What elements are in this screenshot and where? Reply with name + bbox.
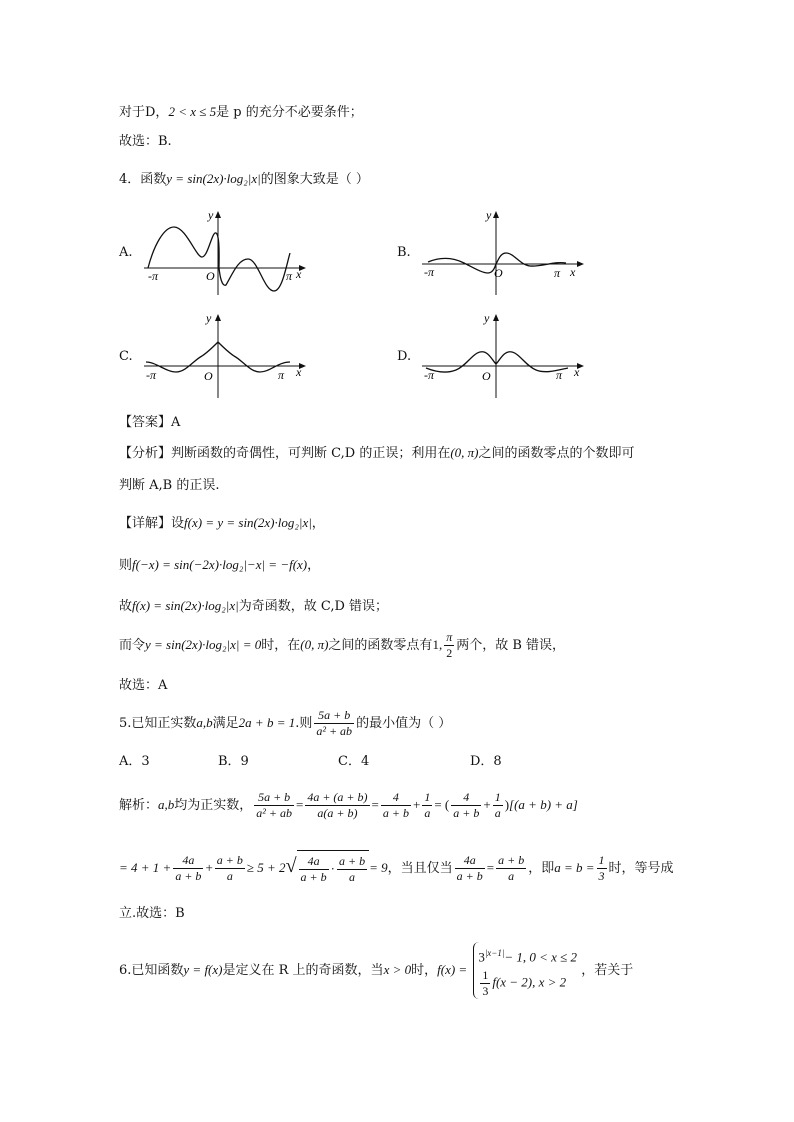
- text-line: 故选：B.: [119, 134, 172, 149]
- fraction: $\frac{4}{a + b}$: [453, 790, 480, 820]
- math: 2 < x ≤ 5: [168, 104, 217, 119]
- text: 是 p 的充分不必要条件；: [216, 105, 363, 120]
- y-axis-label: y: [486, 208, 492, 222]
- option-c-label: C.: [119, 349, 133, 364]
- text: 时，在: [261, 638, 301, 653]
- fraction: $\frac{a + b}{a}$: [498, 853, 525, 883]
- option-d-label: D.: [397, 349, 412, 364]
- q5-option-a: A．3: [119, 754, 150, 769]
- fraction: $\frac{4a + (a + b)}{a(a + b)}$: [307, 790, 368, 820]
- math: y = sin(2x)·log₂|x| = 0: [145, 637, 262, 652]
- analysis-line-1: [119, 444, 635, 463]
- option-a-label: A.: [119, 245, 133, 260]
- pi-label: π: [286, 269, 293, 283]
- text: 对于D，: [119, 105, 169, 120]
- y-axis-label: y: [206, 311, 212, 325]
- pi-label: π: [556, 368, 563, 382]
- option-b-label: B.: [397, 245, 411, 260]
- math: = 4 + 1 +: [119, 860, 172, 875]
- text: 5.已知正实数: [119, 716, 197, 731]
- math: a,b: [196, 715, 213, 730]
- detail-line-2: [119, 556, 320, 575]
- q5-option-c: C．4: [338, 754, 370, 769]
- math: x > 0: [383, 962, 412, 978]
- fraction: $\frac{1}{a}$: [494, 790, 501, 820]
- fraction: $\frac{4a}{a + b}$: [300, 853, 327, 884]
- text: ，: [307, 558, 321, 573]
- text: 两个，故 B 错误，: [456, 638, 566, 653]
- text: 时，: [411, 963, 438, 979]
- text: 是定义在 R 上的奇函数，当: [222, 963, 384, 979]
- math: f(x) =: [437, 962, 468, 978]
- math: f(−x) = sin(−2x)·log₂|−x| = −f(x): [132, 557, 308, 572]
- text: 之间的函数零点的个数即可: [478, 446, 635, 461]
- fraction: $\frac{\pi}{2}$: [446, 630, 453, 660]
- text: 4．函数: [119, 172, 167, 187]
- text: ，若关于: [581, 963, 634, 979]
- math: (0, π): [300, 637, 329, 652]
- fraction: $\frac{5a + b}{\text{a² + ab}}$: [256, 790, 292, 820]
- text: 的图象大致是（ ）: [260, 172, 369, 187]
- fraction: $\frac{5a + b}{\text{a² + ab}}$: [316, 708, 353, 738]
- text: 而令: [119, 638, 146, 653]
- pi-label: π: [554, 266, 561, 280]
- text: ，: [311, 516, 325, 531]
- fraction: $\frac{4a}{a + b}$: [456, 853, 483, 883]
- fraction: $\frac{4a}{a + b}$: [175, 853, 202, 883]
- question-5: [119, 708, 451, 739]
- text: 的最小值为（ ）: [356, 716, 452, 731]
- text: 均为正实数，: [174, 798, 253, 813]
- x-axis-label: x: [296, 267, 302, 281]
- q5-option-b: B．9: [218, 754, 249, 769]
- x-axis-label: x: [570, 265, 576, 279]
- answer: 【答案】A: [119, 415, 181, 430]
- neg-pi-label: -π: [148, 269, 159, 283]
- fraction: $\frac{a + b}{a}$: [339, 853, 366, 884]
- math: [(a + b) + a]: [509, 797, 578, 812]
- text: 故: [119, 599, 133, 614]
- detail-line-3: [119, 597, 388, 616]
- pi-label: π: [278, 368, 285, 382]
- solution-5-line-1: 解析：a,b均为正实数， $\frac{5a + b}{\text{a² + ab}}$ = $\frac{4a + (a + b)}{a(a + b)}$ = $\frac{4}{a + b}$ + $\frac{1}{a}$ = ( $\frac{4}{a + b}$ + $\frac{1}{a}$ )[(a + b) + a]: [119, 790, 578, 820]
- x-axis-label: x: [296, 365, 302, 379]
- origin-label: O: [494, 266, 503, 280]
- graph-c: [140, 308, 310, 403]
- detail-line-5: 故选：A: [119, 678, 168, 693]
- math: 2a + b = 1: [238, 715, 296, 730]
- text: 6.已知函数: [119, 963, 184, 979]
- math: y = sin(2x)·log₂|x|: [166, 171, 261, 186]
- text: 判断函数的奇偶性，可判断 C,D 的正误；利用在: [171, 446, 451, 461]
- text: 解析：: [119, 798, 159, 813]
- detail-tag: 【详解】: [119, 516, 172, 531]
- piecewise-function: $3^{|x-1|}- 1$, 0 < x ≤ 2 $\frac{1}{3}$ f(x − 2), x > 2: [473, 942, 577, 999]
- text: 时，等号成: [608, 861, 674, 876]
- fraction: $\frac{1}{a}$: [424, 790, 431, 820]
- neg-pi-label: -π: [424, 368, 435, 382]
- origin-label: O: [206, 269, 215, 283]
- neg-pi-label: -π: [146, 368, 157, 382]
- solution-5-line-3: 立.故选：B: [119, 906, 185, 921]
- origin-label: O: [482, 369, 491, 383]
- question-4: [119, 170, 369, 189]
- q5-option-d: D．8: [470, 754, 502, 769]
- neg-pi-label: -π: [424, 265, 435, 279]
- math: 1,: [432, 637, 443, 652]
- math: y = f(x): [183, 962, 223, 978]
- text: 为奇函数，故 C,D 错误；: [238, 599, 389, 614]
- graph-a: [140, 205, 310, 300]
- text: 则: [119, 558, 133, 573]
- graph-d: [418, 308, 588, 403]
- question-6: [119, 942, 633, 999]
- analysis-line-2: 判断 A,B 的正误.: [119, 478, 220, 493]
- origin-label: O: [204, 369, 213, 383]
- analysis-tag: 【分析】: [119, 446, 172, 461]
- detail-line-1: [119, 514, 325, 533]
- x-axis-label: x: [574, 365, 580, 379]
- fraction: $\frac{a + b}{a}$: [216, 853, 243, 883]
- y-axis-label: y: [208, 208, 214, 222]
- text: 设: [171, 516, 185, 531]
- solution-5-line-2: = 4 + 1 + $\frac{4a}{a + b}$ + $\frac{a + b}{a}$ ≥ 5 + 2√ $\frac{4a}{a + b}$ · $\frac{a + b}{a}$ = 9，当且仅当 $\frac{4a}{a + b}$ = $\frac{a + b}{a}$ ，即a = b = $\frac{1}{3}$ 时，等号成: [119, 848, 674, 888]
- text: ，即: [528, 861, 555, 876]
- fraction: $\frac{1}{3}$: [598, 853, 605, 883]
- math: f(x) = y = sin(2x)·log₂|x|: [184, 515, 312, 530]
- math: f(x) = sin(2x)·log₂|x|: [132, 598, 239, 613]
- text: ，当且仅当: [387, 861, 453, 876]
- text: 满足: [212, 716, 239, 731]
- math: ≥ 5 + 2: [246, 860, 286, 875]
- detail-line-4: [119, 630, 565, 661]
- math: a,b: [158, 797, 175, 812]
- graph-b: [418, 205, 588, 300]
- fraction: $\frac{1}{3}$: [482, 968, 489, 999]
- text: 之间的函数零点有: [328, 638, 433, 653]
- math: (0, π): [450, 445, 479, 460]
- fraction: $\frac{4}{a + b}$: [382, 790, 409, 820]
- text-line: [119, 103, 363, 122]
- y-axis-label: y: [484, 311, 490, 325]
- math: = 9: [369, 860, 388, 875]
- text: .则: [295, 716, 313, 731]
- math: a = b =: [554, 860, 595, 875]
